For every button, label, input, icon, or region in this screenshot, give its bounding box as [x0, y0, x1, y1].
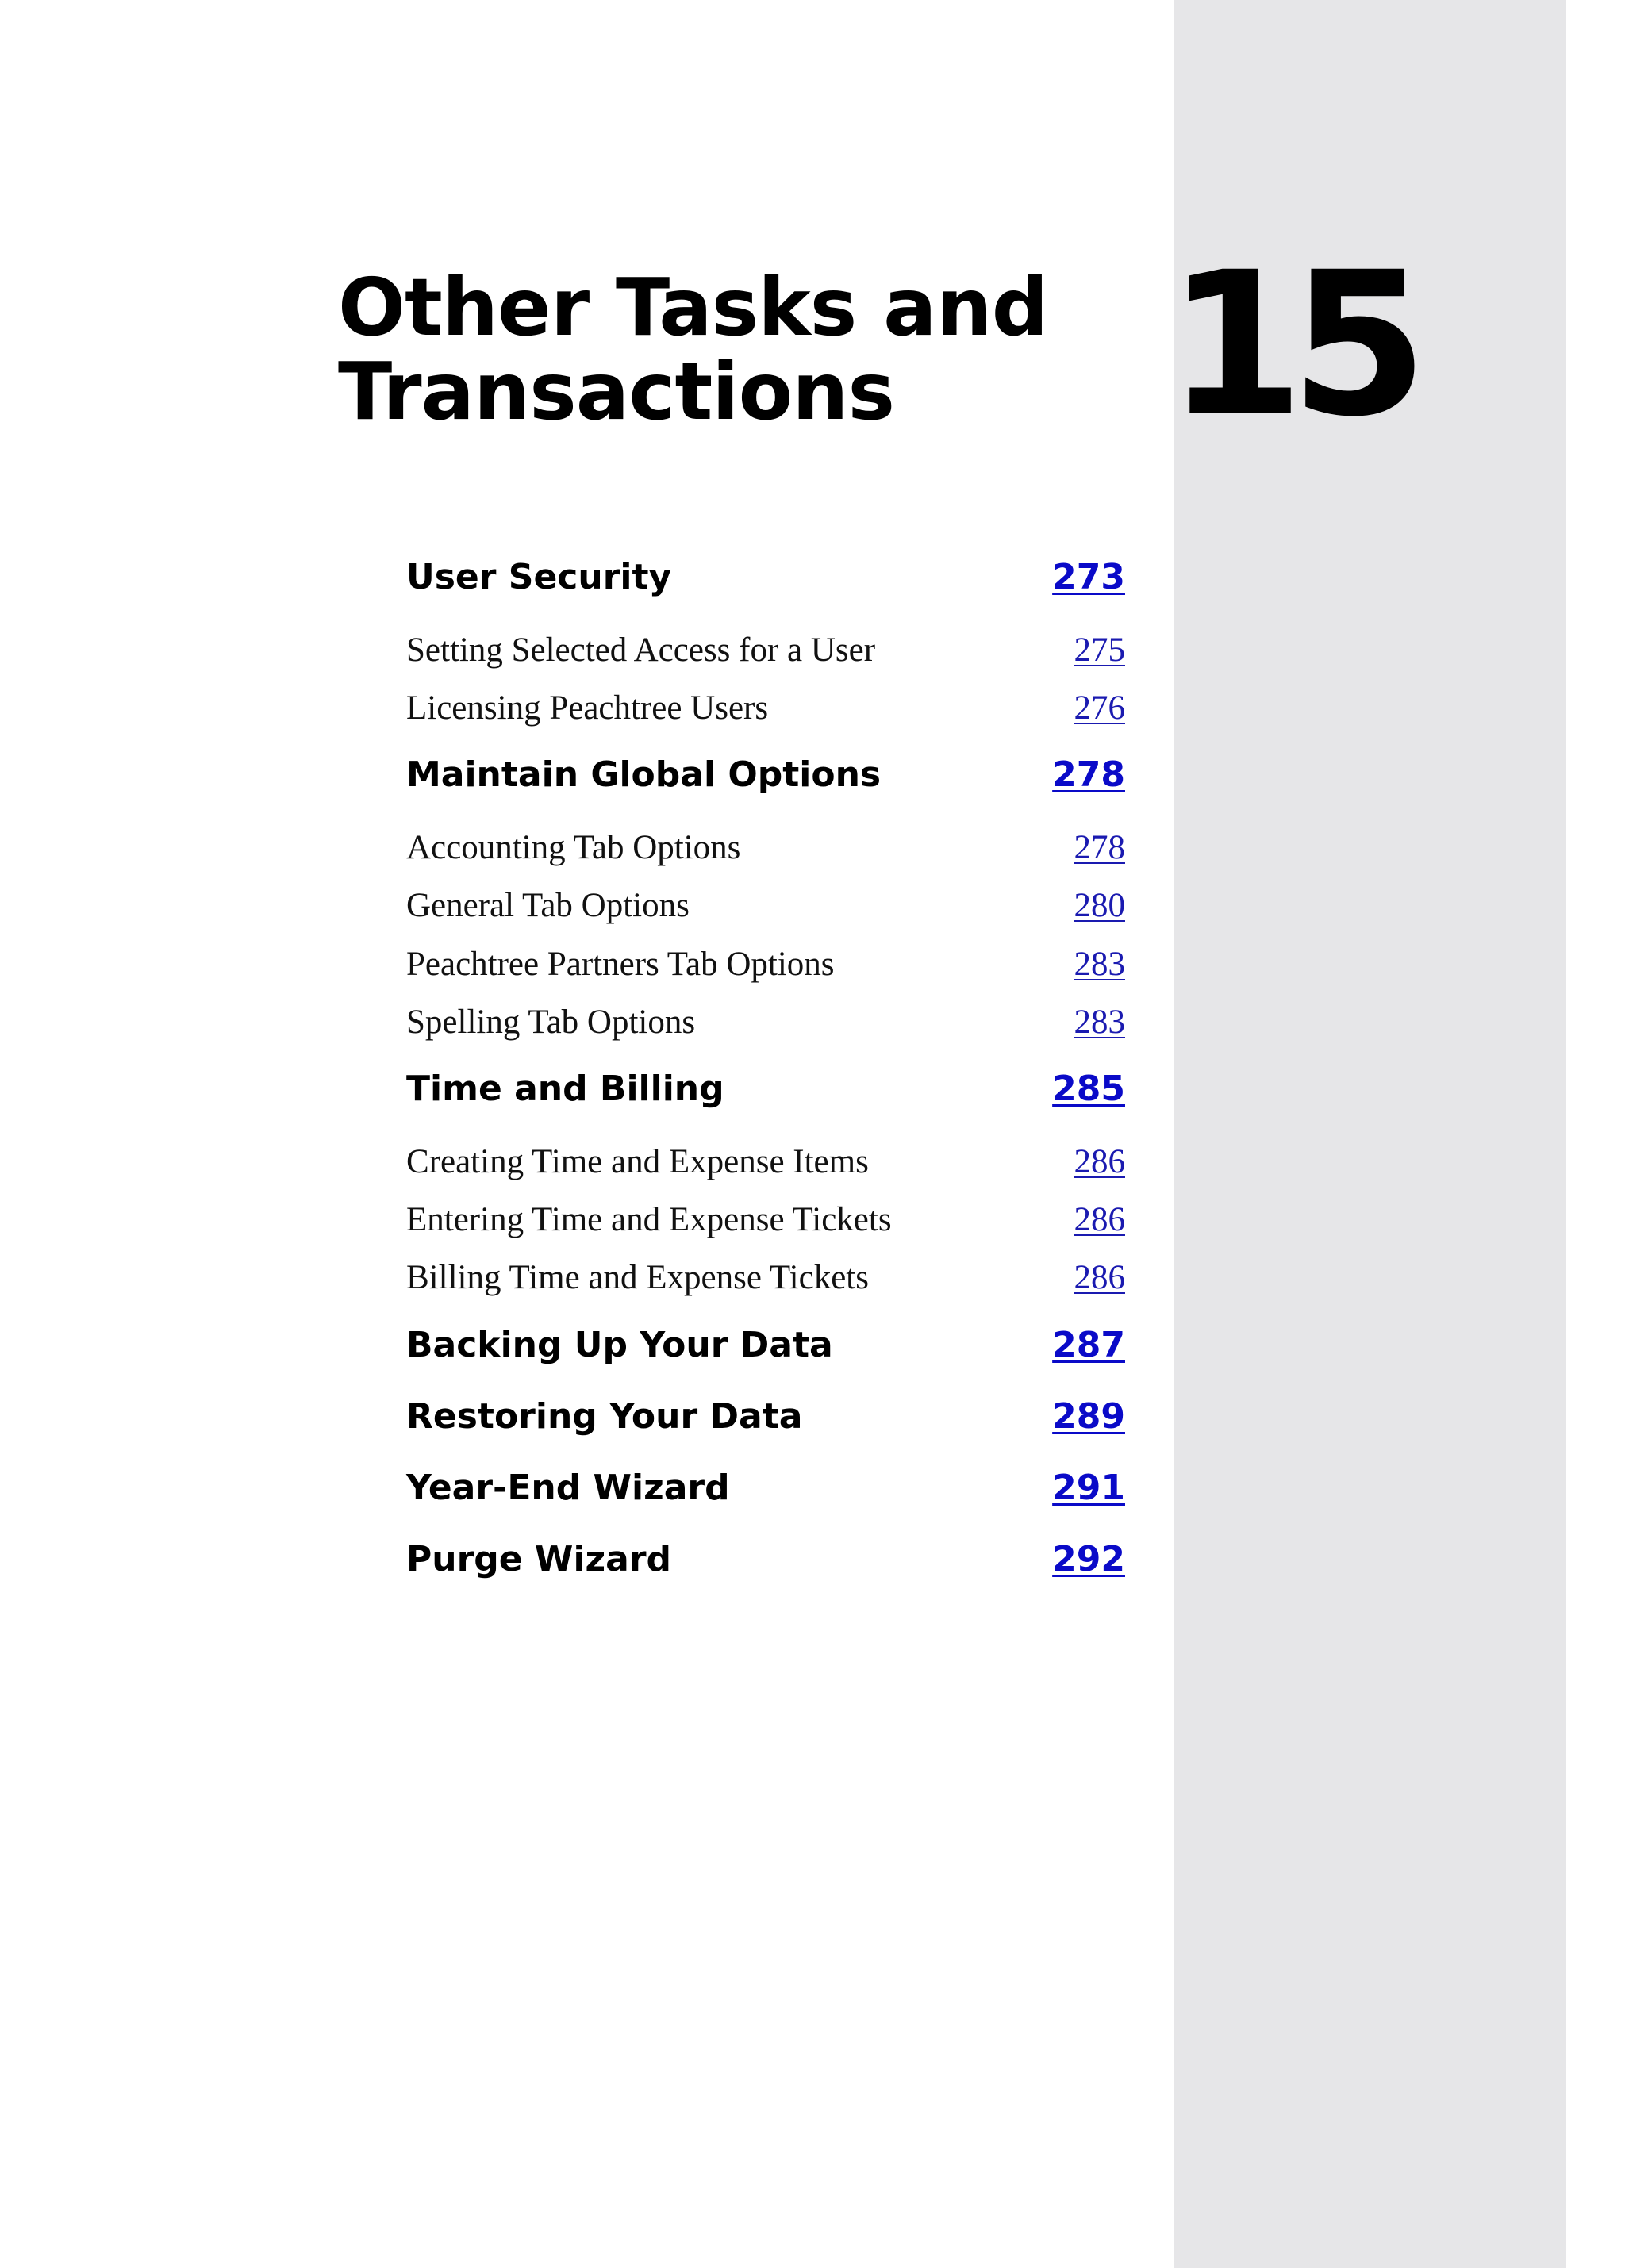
toc-entry: [406, 1256, 1125, 1300]
chapter-title-line-1: Other Tasks and: [338, 261, 1048, 354]
toc-entry-label: Creating Time and Expense Items: [406, 1143, 869, 1180]
toc-page-link[interactable]: 287: [1052, 1325, 1125, 1365]
toc-page-link[interactable]: 289: [1052, 1396, 1125, 1437]
chapter-number: 15: [1166, 229, 1414, 460]
toc-entry-label: Billing Time and Expense Tickets: [406, 1259, 869, 1296]
toc-entry-label: Peachtree Partners Tab Options: [406, 946, 835, 983]
toc-entry: [406, 753, 1125, 797]
toc-entry-label: Maintain Global Options: [406, 754, 882, 795]
toc-page-link[interactable]: 286: [1074, 1259, 1125, 1296]
toc-entry-label: Accounting Tab Options: [406, 829, 741, 866]
toc-entry-label: Backing Up Your Data: [406, 1325, 833, 1365]
toc-page-link[interactable]: 292: [1052, 1539, 1125, 1579]
toc-page-link[interactable]: 276: [1074, 689, 1125, 727]
toc-page-link[interactable]: 286: [1074, 1201, 1125, 1238]
toc-page-link[interactable]: 278: [1052, 754, 1125, 795]
toc-entry-label: General Tab Options: [406, 887, 690, 924]
toc-entry-label: Spelling Tab Options: [406, 1004, 696, 1041]
toc-page-link[interactable]: 291: [1052, 1468, 1125, 1508]
toc-entry-label: Time and Billing: [406, 1069, 724, 1109]
toc-entry-label: Entering Time and Expense Tickets: [406, 1201, 892, 1238]
chapter-title: [338, 261, 1048, 438]
toc-entry: [406, 1466, 1125, 1510]
toc-page-link[interactable]: 278: [1074, 829, 1125, 866]
toc-page-link[interactable]: 285: [1052, 1069, 1125, 1109]
toc-entry-label: Licensing Peachtree Users: [406, 689, 769, 727]
toc-entry-label: Setting Selected Access for a User: [406, 631, 876, 669]
toc-entry: [406, 826, 1125, 870]
toc-entry: [406, 1198, 1125, 1242]
toc-entry: [406, 942, 1125, 987]
toc-entry: [406, 1000, 1125, 1045]
toc-entry: [406, 686, 1125, 731]
toc-entry: [406, 1067, 1125, 1111]
toc-page-link[interactable]: 275: [1074, 631, 1125, 669]
toc-entry: [406, 555, 1125, 600]
toc-entry: [406, 1537, 1125, 1582]
toc-page-link[interactable]: 283: [1074, 1004, 1125, 1041]
toc-entry-label: User Security: [406, 557, 672, 597]
toc-entry-label: Purge Wizard: [406, 1539, 672, 1579]
toc-entry: [406, 1323, 1125, 1368]
toc-entry-label: Restoring Your Data: [406, 1396, 803, 1437]
toc-entry: [406, 1395, 1125, 1439]
toc-page-link[interactable]: 283: [1074, 946, 1125, 983]
toc-page-link[interactable]: 286: [1074, 1143, 1125, 1180]
toc-entry: [406, 884, 1125, 928]
toc-page-link[interactable]: 273: [1052, 557, 1125, 597]
toc-page-link[interactable]: 280: [1074, 887, 1125, 924]
toc-entry: [406, 628, 1125, 673]
toc-entry-label: Year-End Wizard: [406, 1468, 730, 1508]
toc-entry: [406, 1140, 1125, 1184]
chapter-title-line-2: Transactions: [338, 345, 894, 438]
